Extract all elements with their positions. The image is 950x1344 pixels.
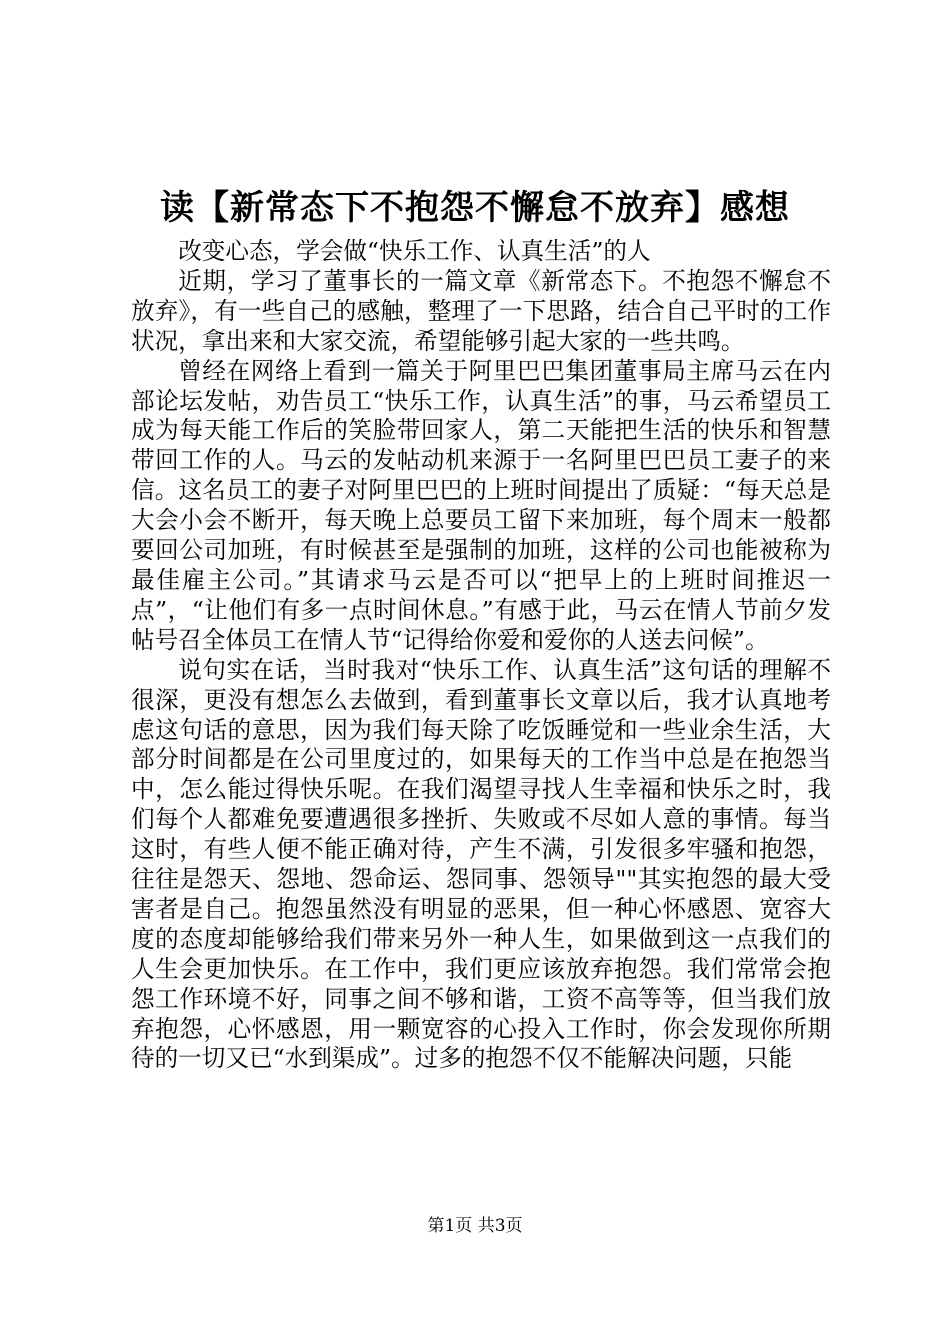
paragraph: 说句实在话，当时我对“快乐工作、认真生活”这句话的理解不很深，更没有想怎么去做到，看到董事长文章以后，我才认真地考虑这句话的意思，因为我们每天除了吃饭睡觉和一些业余生活，大部分时间都是在公司里度过的，如果每天的工作当中总是在抱怨当中，怎么能过得快乐呢。在我们渴望寻找人生幸福和快乐之时，我们每个人都难免要遭遇很多挫折、失败或不尽如人意的事情。每当这时，有些人便不能正确对待，产生不满，引发很多牢骚和抱怨，往往是怨天、怨地、怨命运、怨同事、怨领导""其实抱怨的最大受害者是自己。抱怨虽然没有明显的恶果，但一种心怀感恩、宽容大度的态度却能够给我们带来另外一种人生，如果做到这一点我们的人生会更加快乐。在工作中，我们更应该放弃抱怨。我们常常会抱怨工作环境不好，同事之间不够和谐，工资不高等等，但当我们放弃抱怨，心怀感恩，用一颗宽容的心投入工作时，你会发现你所期待的一切又已“水到渠成”。过多的抱怨不仅不能解决问题，只能 <box>131 655 831 1073</box>
page-footer: 第1页 共3页 <box>427 1216 523 1236</box>
document-title: 读【新常态下不抱怨不懈怠不放弃】感想 <box>160 188 790 228</box>
document-subtitle: 改变心态，学会做“快乐工作、认真生活”的人 <box>178 237 651 265</box>
paragraph: 近期，学习了董事长的一篇文章《新常态下。不抱怨不懈怠不放弃》，有一些自己的感触，整理了一下思路，结合自己平时的工作状况，拿出来和大家交流，希望能够引起大家的一些共鸣。 <box>131 266 831 355</box>
document-body <box>131 237 831 1074</box>
paragraph: 曾经在网络上看到一篇关于阿里巴巴集团董事局主席马云在内部论坛发帖，劝告员工“快乐工作，认真生活”的事，马云希望员工成为每天能工作后的笑脸带回家人，第二天能把生活的快乐和智慧带回工作的人。马云的发帖动机来源于一名阿里巴巴员工妻子的来信。这名员工的妻子对阿里巴巴的上班时间提出了质疑：“每天总是大会小会不断开，每天晚上总要员工留下来加班，每个周末一般都要回公司加班，有时候甚至是强制的加班，这样的公司也能被称为最佳雇主公司。”其请求马云是否可以“把早上的上班时间推迟一点”，“让他们有多一点时间休息。”有感于此，马云在情人节前夕发帖号召全体员工在情人节“记得给你爱和爱你的人送去问候”。 <box>131 356 831 654</box>
